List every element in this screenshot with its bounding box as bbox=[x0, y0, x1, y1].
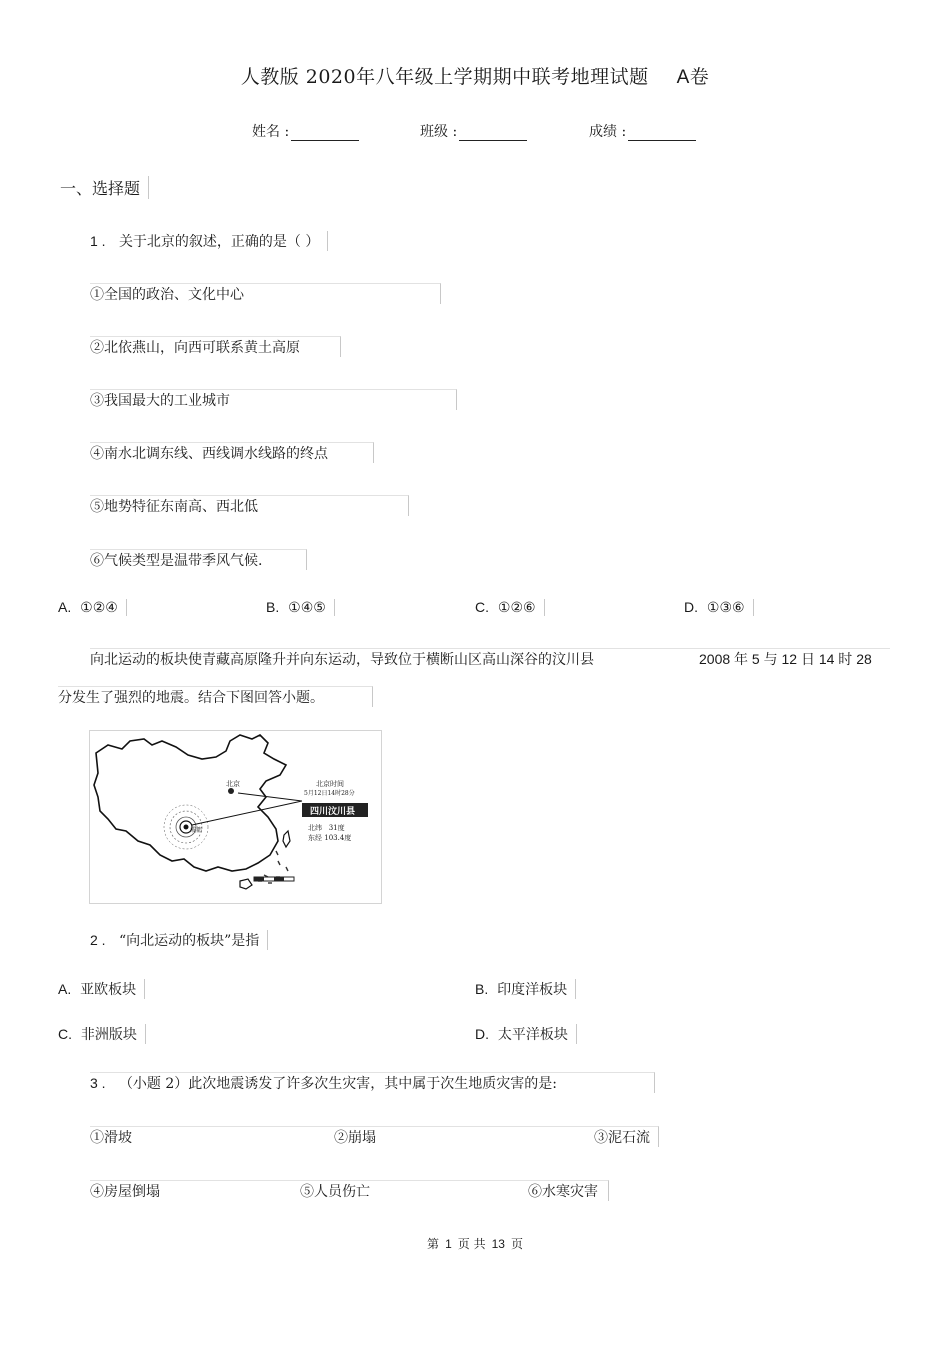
option-letter: C. bbox=[475, 599, 489, 615]
option-letter: D. bbox=[475, 1026, 489, 1042]
footer-page: 1 bbox=[445, 1237, 452, 1251]
q1-option-c[interactable] bbox=[475, 599, 545, 616]
class-label: 班级 : bbox=[420, 124, 458, 140]
q2-option-d[interactable] bbox=[475, 1024, 577, 1044]
score-field bbox=[589, 121, 696, 141]
q1-option-a[interactable] bbox=[58, 599, 127, 616]
q1-item: ④南水北调东线、西线调水线路的终点 bbox=[90, 442, 374, 463]
q3-stem bbox=[90, 1072, 655, 1093]
q1-text: 关于北京的叙述，正确的是（ ） bbox=[118, 234, 320, 250]
q2-text: “向北运动的板块”是指 bbox=[118, 933, 260, 949]
score-label: 成绩 : bbox=[589, 124, 627, 140]
section-title: 一、选择题 bbox=[60, 176, 149, 199]
lat-label: 北纬 bbox=[308, 824, 322, 832]
q3-number: 3 . bbox=[90, 1075, 106, 1091]
q3-items-row-1 bbox=[90, 1126, 659, 1147]
leader-line-beijing bbox=[238, 793, 302, 801]
footer-total: 13 bbox=[491, 1237, 505, 1251]
footer-post: 页 bbox=[510, 1237, 523, 1251]
leader-line bbox=[192, 801, 302, 825]
option-letter: B. bbox=[266, 599, 280, 615]
passage-date: 2008 年 5 与 12 日 14 时 28 bbox=[699, 651, 872, 667]
option-text: 印度洋板块 bbox=[497, 982, 568, 998]
q1-option-b[interactable] bbox=[266, 599, 335, 616]
china-outline bbox=[94, 735, 286, 871]
class-field bbox=[420, 121, 527, 141]
taiwan-island bbox=[283, 831, 290, 847]
hainan-island bbox=[240, 879, 252, 889]
beijing-label: 北京 bbox=[226, 780, 240, 788]
longitude bbox=[308, 833, 351, 843]
time-value: 5月12日14时28分 bbox=[304, 790, 355, 797]
passage-line-1 bbox=[90, 648, 890, 669]
option-text: 非洲版块 bbox=[80, 1027, 137, 1043]
option-text: ①②④ bbox=[80, 600, 118, 616]
q2-option-c[interactable] bbox=[58, 1024, 146, 1044]
footer-mid: 页 共 bbox=[457, 1237, 486, 1251]
score-blank[interactable] bbox=[628, 126, 696, 141]
q1-item: ③我国最大的工业城市 bbox=[90, 389, 457, 410]
latitude bbox=[308, 823, 345, 833]
footer-pre: 第 bbox=[427, 1237, 440, 1251]
page-footer bbox=[0, 1235, 950, 1252]
option-text: 太平洋板块 bbox=[497, 1027, 568, 1043]
q1-stem bbox=[90, 231, 328, 251]
lat-value: 31度 bbox=[328, 824, 345, 832]
q1-item: ②北依燕山，向西可联系黄土高原 bbox=[90, 336, 341, 357]
place-label: 四川汶川县 bbox=[310, 807, 356, 817]
china-map-svg bbox=[90, 731, 381, 903]
time-title: 北京时间 bbox=[316, 780, 344, 788]
passage-text: 向北运动的板块使青藏高原隆升并向东运动，导致位于横断山区高山深谷的汶川县 bbox=[90, 652, 594, 668]
name-blank[interactable] bbox=[291, 126, 359, 141]
page-title bbox=[0, 62, 950, 89]
q3-item: ①滑坡 bbox=[90, 1130, 132, 1146]
passage-line-2: 分发生了强烈的地震。结合下图回答小题。 bbox=[58, 686, 373, 707]
option-letter: A. bbox=[58, 599, 72, 615]
q1-item: ①全国的政治、文化中心 bbox=[90, 283, 441, 304]
q3-text: （小题 2）此次地震诱发了许多次生灾害，其中属于次生地质灾害的是: bbox=[118, 1076, 558, 1092]
q1-item: ⑥气候类型是温带季风气候. bbox=[90, 549, 307, 570]
option-letter: C. bbox=[58, 1026, 72, 1042]
earthquake-map bbox=[89, 730, 382, 904]
epicenter-dot bbox=[184, 825, 189, 830]
q2-option-a[interactable] bbox=[58, 979, 145, 999]
name-field bbox=[252, 121, 359, 141]
class-blank[interactable] bbox=[459, 126, 527, 141]
option-text: ①④⑤ bbox=[288, 600, 326, 616]
q3-item: ⑥水寒灾害 bbox=[528, 1184, 598, 1200]
lon-value: 103.4度 bbox=[324, 834, 352, 842]
q3-item: ②崩塌 bbox=[334, 1130, 376, 1146]
lon-label: 东经 bbox=[308, 834, 322, 842]
city-label: 成都 bbox=[190, 827, 203, 834]
option-letter: B. bbox=[475, 981, 489, 997]
q2-number: 2 . bbox=[90, 932, 106, 948]
scale-bar bbox=[254, 877, 294, 881]
option-letter: D. bbox=[684, 599, 698, 615]
q1-option-d[interactable] bbox=[684, 599, 754, 616]
option-text: ①②⑥ bbox=[497, 600, 536, 616]
q2-option-b[interactable] bbox=[475, 979, 576, 999]
title-text: 人教版 2020年八年级上学期期中联考地理试题 bbox=[240, 66, 649, 88]
q3-item: ⑤人员伤亡 bbox=[300, 1184, 370, 1200]
title-suffix: A卷 bbox=[676, 67, 710, 88]
option-text: 亚欧板块 bbox=[80, 982, 137, 998]
q1-item: ⑤地势特征东南高、西北低 bbox=[90, 495, 409, 516]
q1-number: 1 . bbox=[90, 233, 106, 249]
q3-item: ④房屋倒塌 bbox=[90, 1184, 160, 1200]
option-letter: A. bbox=[58, 981, 72, 997]
q3-items-row-2 bbox=[90, 1180, 609, 1201]
name-label: 姓名 : bbox=[252, 124, 290, 140]
q2-stem bbox=[90, 930, 268, 950]
option-text: ①③⑥ bbox=[706, 600, 745, 616]
q3-item: ③泥石流 bbox=[594, 1130, 650, 1146]
